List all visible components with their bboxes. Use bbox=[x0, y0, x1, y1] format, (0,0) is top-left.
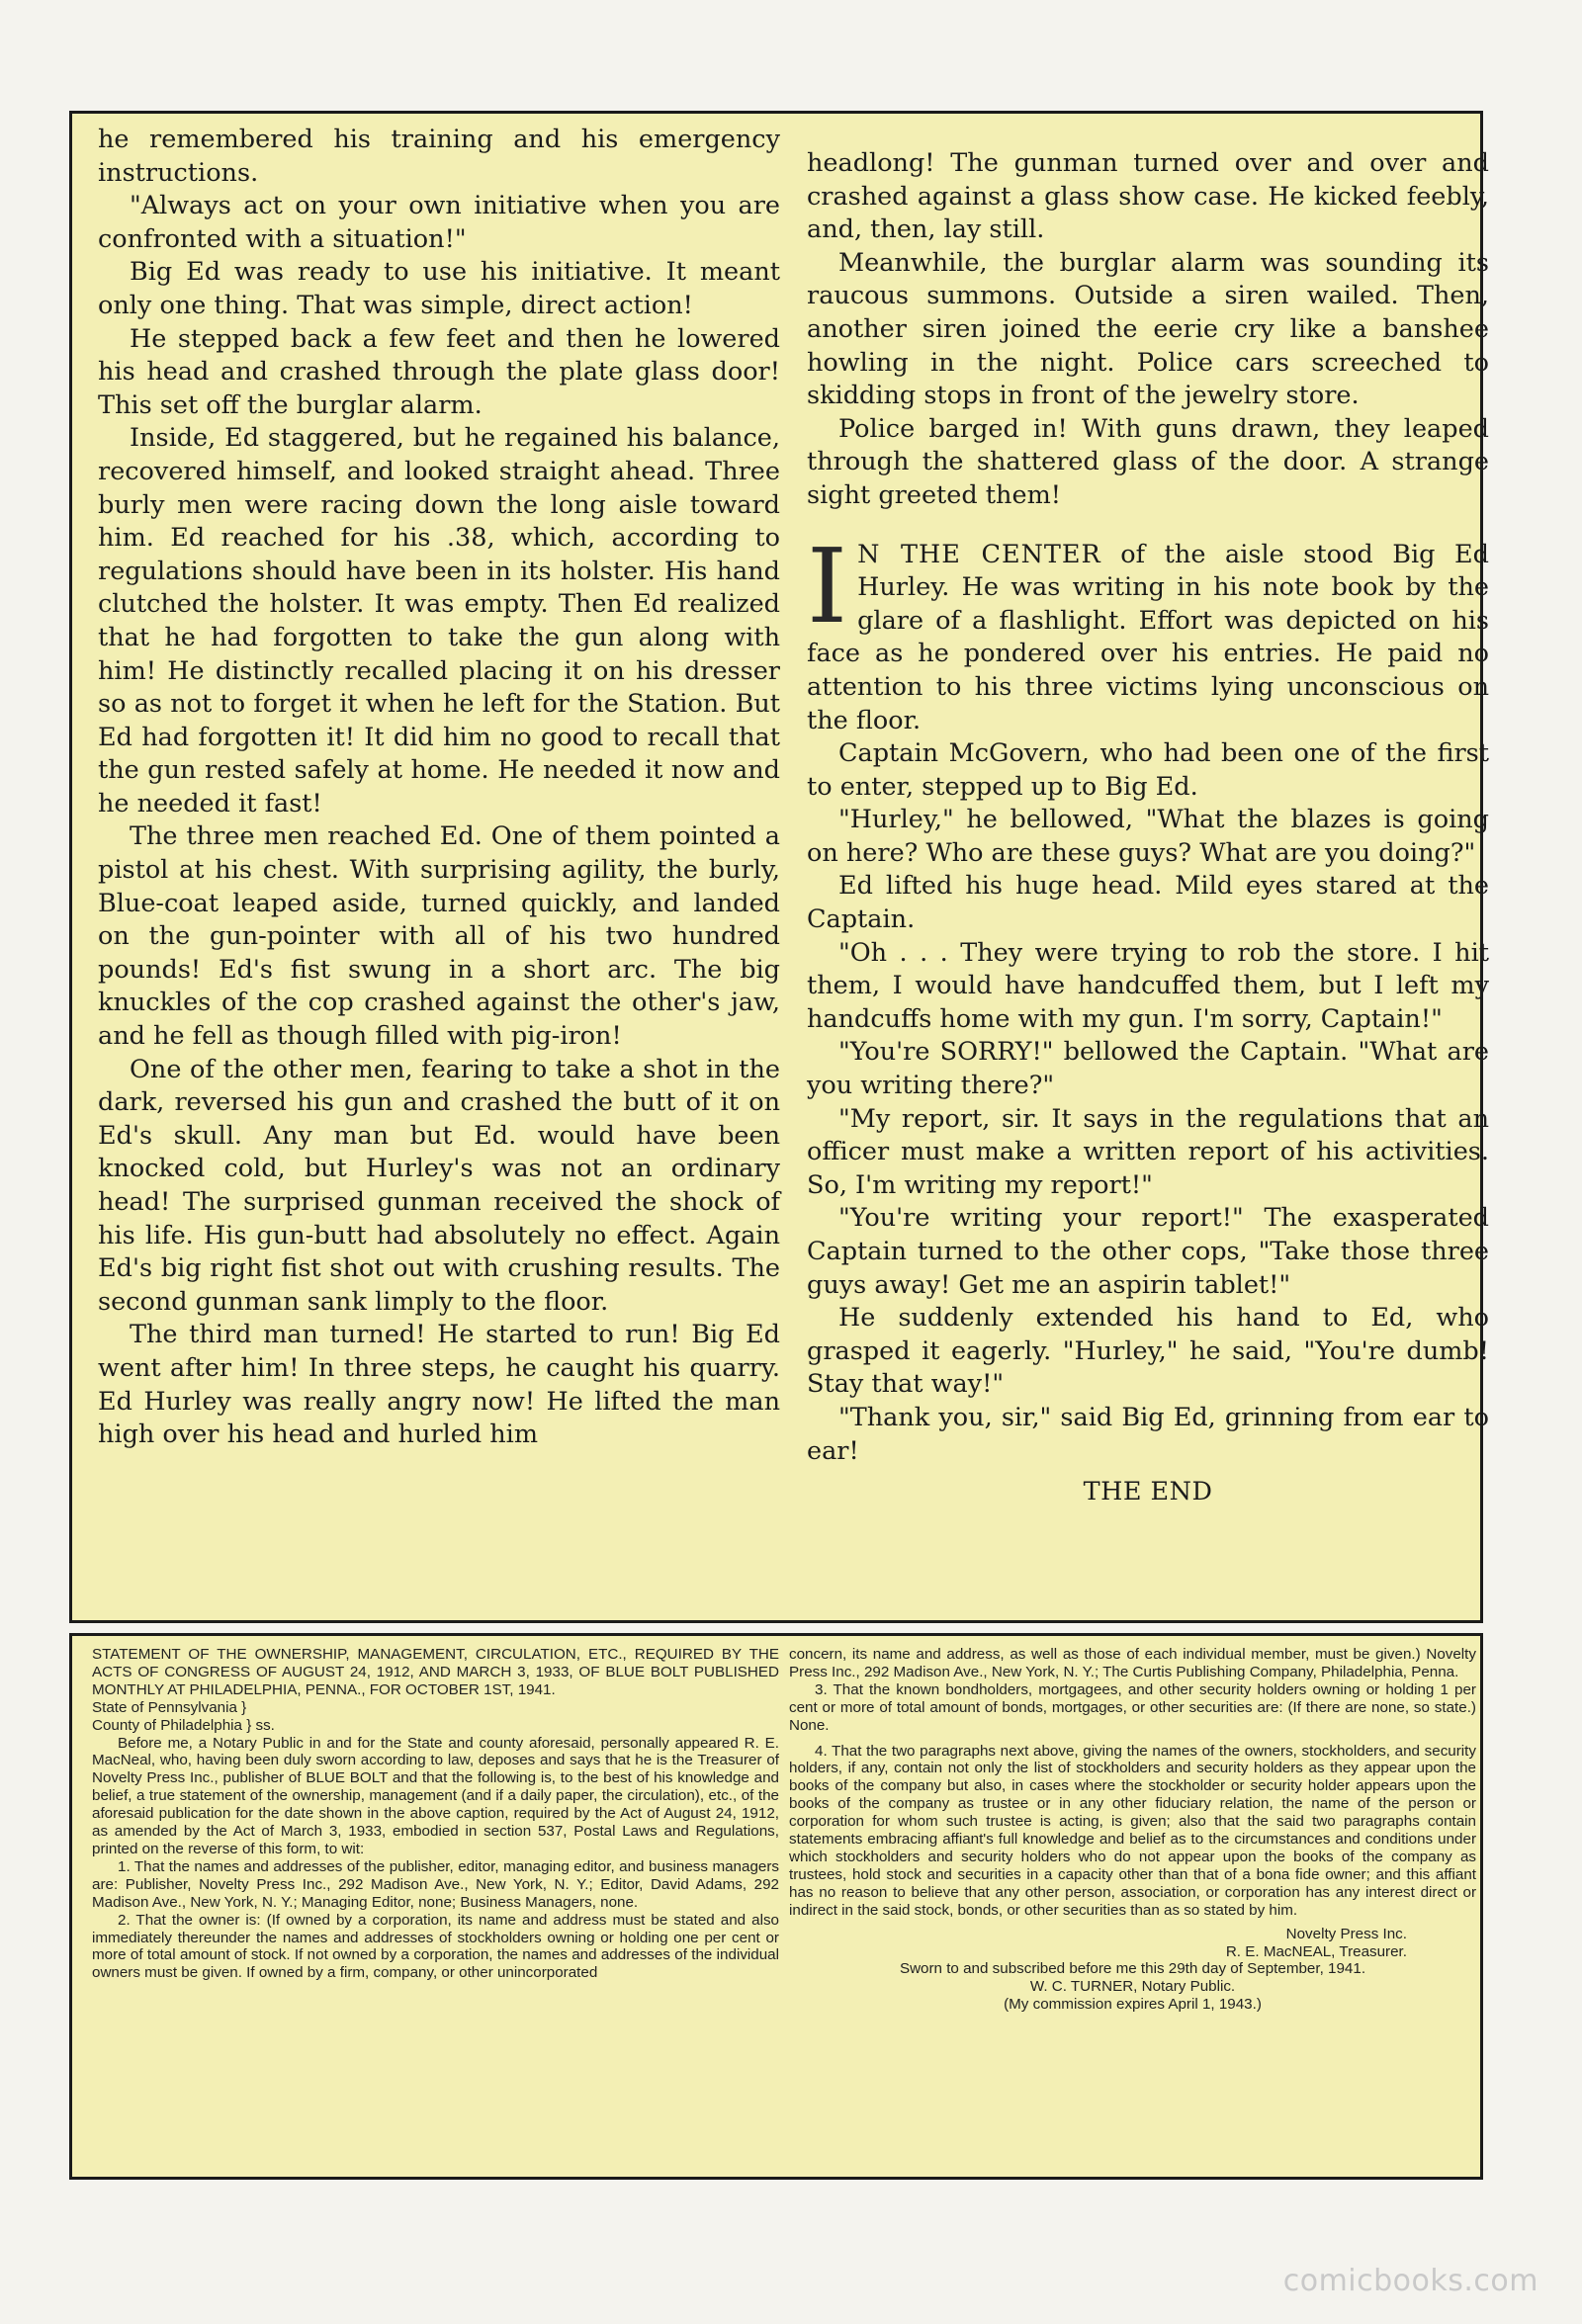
statement-left-column bbox=[92, 1646, 779, 1982]
dropcap-rest: of the aisle stood Big Ed Hurley. He was writing in his note book by the glare of a flashlight. Effort was depicted on his face as he pondered over his entries. He paid no attention to his three victims lying unconscious on the floor. bbox=[807, 539, 1489, 735]
story-right-column bbox=[807, 147, 1489, 1509]
ownership-statement-panel bbox=[69, 1633, 1483, 2180]
the-end-label: THE END bbox=[1083, 1477, 1213, 1507]
notary-line: W. C. TURNER, Notary Public. bbox=[1029, 1978, 1236, 1996]
story-paragraph: "My report, sir. It says in the regulations that an officer must make a written report of his activities. So, I'm writing my report!" bbox=[807, 1103, 1489, 1200]
story-paragraph: The three men reached Ed. One of them pointed a pistol at his chest. With surprising agility, the burly, Blue-coat leaped aside, turned quickly, and landed on the gun-pointer with all of his two hundred pounds! Ed's fist swung in a short arc. The big knuckles of the cop crashed against the other's jaw, and he fell as though filled with pig-iron! bbox=[98, 821, 780, 1052]
dropcap-paragraph bbox=[807, 525, 1489, 738]
story-paragraph: "You're SORRY!" bellowed the Captain. "What are you writing there?" bbox=[807, 1037, 1489, 1101]
statement-paragraph: 2. That the owner is: (If owned by a corporation, its name and address must be stated and also immediately thereunder the names and addresses of stockholders owning or holding one per cent or more of total amount of stock. If not owned by a corporation, the names and addresses of the individual owners must be given. If owned by a firm, company, or other unincorporated bbox=[92, 1911, 779, 1982]
story-paragraph: "Always act on your own initiative when you are confronted with a situation!" bbox=[98, 191, 780, 254]
story-left-column bbox=[98, 124, 780, 1452]
story-paragraph: Meanwhile, the burglar alarm was sounding its raucous summons. Outside a siren wailed. Then, another siren joined the eerie cry like a banshee howling in the night. Police cars screeched to skidding stops in front of the jewelry store. bbox=[807, 247, 1489, 411]
story-paragraph: Big Ed was ready to use his initiative. It meant only one thing. That was simple, direct action! bbox=[98, 257, 780, 320]
story-paragraph: One of the other men, fearing to take a shot in the dark, reversed his gun and crashed the butt of it on Ed's skull. Any man but Ed. would have been knocked cold, but Hurley's was not an ordinary head! The surprised gunman received the shock of his life. His gun-butt had absolutely no effect. Again Ed's big right fist shot out with crushing results. The second gunman sank limply to the floor. bbox=[98, 1054, 780, 1317]
story-paragraph: The third man turned! He started to run! Big Ed went after him! In three steps, he caught his quarry. Ed Hurley was really angry now! He lifted the man high over his head and hurled him bbox=[98, 1320, 780, 1450]
story-paragraph: Police barged in! With guns drawn, they leaped through the shattered glass of the door. A strange sight greeted them! bbox=[807, 413, 1489, 510]
statement-right-column bbox=[789, 1646, 1476, 2014]
statement-paragraph: 1. That the names and addresses of the publisher, editor, managing editor, and business managers are: Publisher, Novelty Press Inc., 292 Madison Ave., New York, N. Y.; Editor, David Adams, 292 Madison Ave., New York, N. Y.; Managing Editor, none; Business Managers, none. bbox=[92, 1857, 779, 1911]
story-paragraph: He stepped back a few feet and then he lowered his head and crashed through the plate glass door! This set off the burglar alarm. bbox=[98, 323, 780, 420]
story-paragraph: Captain McGovern, who had been one of the first to enter, stepped up to Big Ed. bbox=[807, 738, 1489, 802]
drop-cap: I bbox=[807, 525, 848, 646]
signature-company: Novelty Press Inc. bbox=[1285, 1925, 1407, 1942]
story-paragraph: He suddenly extended his hand to Ed, who grasped it eagerly. "Hurley," he said, "You're dumb! Stay that way!" bbox=[807, 1303, 1489, 1400]
statement-paragraph: 3. That the known bondholders, mortgagees, and other security holders owning or holding 1 per cent or more of total amount of bonds, mortgages, or other securities are: (If there are none, so state.) None. bbox=[789, 1680, 1476, 1734]
story-paragraph: Ed lifted his huge head. Mild eyes stared at the Captain. bbox=[807, 871, 1489, 935]
statement-paragraph: concern, its name and address, as well as those of each individual member, must be given.) Novelty Press Inc., 292 Madison Ave., New York, N. Y.; The Curtis Publishing Company, Philadelphia, Penna. bbox=[789, 1646, 1476, 1680]
story-paragraph: Inside, Ed staggered, but he regained his balance, recovered himself, and looked straight ahead. Three burly men were racing down the long aisle toward him. Ed reached for his .38, which, according to regulations should have been in its holster. His hand clutched the holster. It was empty. Then Ed realized that he had forgotten to take the gun along with him! He distinctly recalled placing it on his dresser so as not to forget it when he left for the Station. But Ed had forgotten it! It did him no good to recall that the gun rested safely at home. He needed it now and he needed it fast! bbox=[98, 423, 780, 818]
story-paragraph: "Hurley," he bellowed, "What the blazes is going on here? Who are these guys? What are you doing?" bbox=[807, 805, 1489, 868]
state-line: State of Pennsylvania } bbox=[92, 1698, 247, 1716]
story-panel bbox=[69, 111, 1489, 1623]
story-paragraph: "You're writing your report!" The exasperated Captain turned to the other cops, "Take those three guys away! Get me an aspirin tablet!" bbox=[807, 1203, 1489, 1300]
story-paragraph: headlong! The gunman turned over and over and crashed against a glass show case. He kicked feebly, and, then, lay still. bbox=[807, 148, 1489, 245]
story-paragraph: he remembered his training and his emergency instructions. bbox=[98, 125, 780, 188]
county-line: County of Philadelphia } ss. bbox=[92, 1716, 275, 1734]
commission-line: (My commission expires April 1, 1943.) bbox=[1004, 1996, 1262, 2014]
watermark: comicbooks.com bbox=[1282, 2264, 1538, 2298]
story-paragraph: "Thank you, sir," said Big Ed, grinning from ear to ear! bbox=[807, 1402, 1489, 1466]
signature-name: R. E. MacNEAL, Treasurer. bbox=[1225, 1942, 1407, 1960]
statement-paragraph: 4. That the two paragraphs next above, giving the names of the owners, stockholders, and security holders, if any, contain not only the list of stockholders and security holders as they appear upon the books of the company but also, in cases where the stockholder or security holder appears upon the books of the company as trustee or in any other fiduciary relation, the name of the person or corporation for whom such trustee is acting, is given; also that the said two paragraphs contain statements embracing affiant's full knowledge and belief as to the circumstances and conditions under which stockholders and security holders who do not appear upon the books of the company as trustees, hold stock and securities in a capacity other than that of a bona fide owner; and this affiant has no reason to believe that any other person, association, or corporation has any interest direct or indirect in the said stock, bonds, or other securities than as so stated by him. bbox=[789, 1742, 1476, 1919]
dropcap-lead: N THE CENTER bbox=[857, 539, 1101, 569]
statement-heading: STATEMENT OF THE OWNERSHIP, MANAGEMENT, CIRCULATION, ETC., REQUIRED BY THE ACTS OF CONGRESS OF AUGUST 24, 1912, AND MARCH 3, 1933, OF BLUE BOLT PUBLISHED MONTHLY AT PHILADELPHIA, PENNA., FOR OCTOBER 1ST, 1941. bbox=[92, 1646, 779, 1698]
story-paragraph: "Oh . . . They were trying to rob the store. I hit them, I would have handcuffed them, but I left my handcuffs home with my gun. I'm sorry, Captain!" bbox=[807, 937, 1489, 1034]
sworn-line: Sworn to and subscribed before me this 29th day of September, 1941. bbox=[899, 1960, 1366, 1978]
statement-paragraph: Before me, a Notary Public in and for the State and county aforesaid, personally appeared R. E. MacNeal, who, having been duly sworn according to law, deposes and says that he is the Treasurer of Novelty Press Inc., publisher of BLUE BOLT and that the following is, to the best of his knowledge and belief, a true statement of the ownership, management (and if a daily paper, the circulation), etc., of the aforesaid publication for the date shown in the above caption, required by the Act of August 24, 1912, as amended by the Act of March 3, 1933, embodied in section 537, Postal Laws and Regulations, printed on the reverse of this form, to wit: bbox=[92, 1734, 779, 1857]
